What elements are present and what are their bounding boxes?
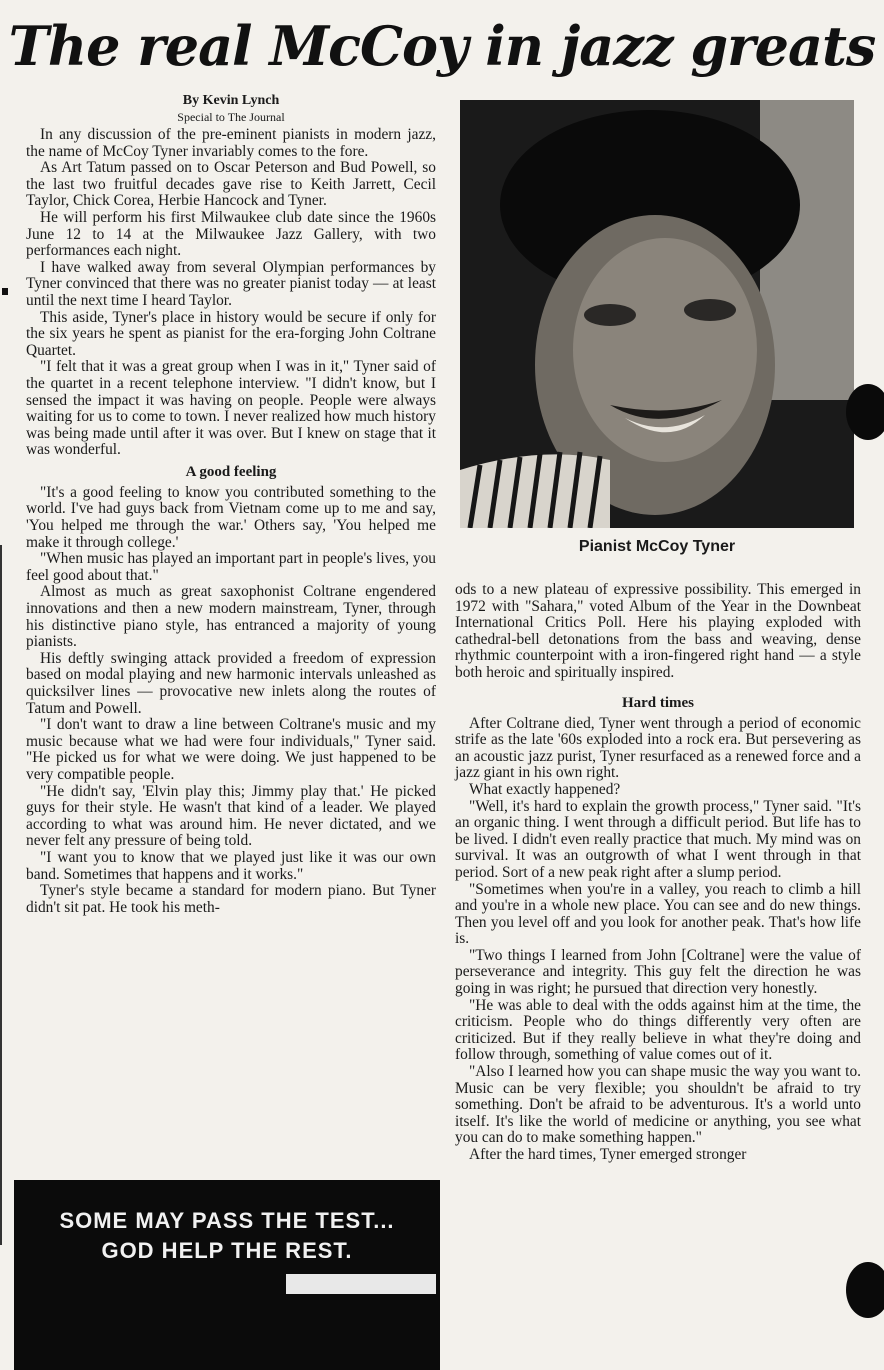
ad-line-1: SOME MAY PASS THE TEST... [59,1208,395,1233]
article-column-right [455,582,861,1164]
advertisement [14,1180,440,1370]
paragraph: "Sometimes when you're in a valley, you reach to climb a hill and you're in a whole new place. You can see and do new things. Then you level off and you look for another peak. That's how life is. [455,880,861,948]
byline-credit: Special to The Journal [177,110,285,124]
paragraph: Tyner's style became a standard for modern piano. But Tyner didn't sit pat. He took his meth- [26,882,436,916]
paragraph: "I want you to know that we played just like it was our own band. Sometimes that happens and it works." [26,848,436,883]
subhead-hard-times: Hard times [621,694,695,711]
paragraph: "He was able to deal with the odds against him at the time, the criticism. People who do things differently very often are criticized. But if they really believe in what they're doing and follow through, something of value comes out of it. [455,996,861,1064]
punch-hole [846,1262,884,1318]
subhead-good-feeling: A good feeling [185,463,277,480]
portrait-photo [460,100,854,528]
paragraph: In any discussion of the pre-eminent pianists in modern jazz, the name of McCoy Tyner invariably comes to the fore. [26,126,436,160]
paragraph: He will perform his first Milwaukee club date since the 1960s June 12 to 14 at the Milwaukee Jazz Gallery, with two performances each night. [26,208,436,260]
paragraph: "He didn't say, 'Elvin play this; Jimmy play that.' He picked guys for their style. He wasn't that kind of a leader. We played according to what was around him. He never dictated, and we never felt any pressure of being told. [26,782,436,850]
paragraph: "I felt that it was a great group when I was in it," Tyner said of the quartet in a recent telephone interview. "I didn't know, but I sensed the impact it was having on people. People were always waiting for us to come to town. I never realized how much history was being made until after it was over. But I knew on stage that it was wonderful. [26,358,436,459]
column-rule [0,545,2,1245]
paragraph: "Well, it's hard to explain the growth process," Tyner said. "It's an organic thing. I went through a difficult period. But life has to be lived. I didn't even really practice that much. My mind was on survival. It was an outgrowth of what I went through in that period. Sort of a new peak right after a slump period. [455,797,861,881]
photo-caption: Pianist McCoy Tyner [578,538,736,555]
paragraph: "Two things I learned from John [Coltrane] were the value of perseverance and integrity. This guy felt the direction he was going in was right; he pursued that direction very honestly. [455,946,861,998]
byline: By Kevin Lynch [182,93,280,108]
ad-inset-box [286,1274,436,1294]
paragraph: After the hard times, Tyner emerged stronger [469,1146,747,1163]
paragraph: "When music has played an important part in people's lives, you feel good about that." [26,550,436,584]
punch-hole [846,384,884,440]
portrait-illustration [460,100,854,528]
paragraph: ods to a new plateau of expressive possibility. This emerged in 1972 with "Sahara," voted Album of the Year in the Downbeat International Critics Poll. Here his playing exploded with cathedral-bell detonations from the bass and weaving, dense rhythmic counterpoint with a iron-fingered right hand — a style both heroic and spiritually inspired. [455,581,861,681]
paragraph: After Coltrane died, Tyner went through a period of economic strife as the late '60s exploded into a rock era. But persevering as an acoustic jazz purist, Tyner resurfaced as a renewed force and a jazz giant in his own right. [455,714,861,782]
article-column-left [26,92,436,916]
paragraph: I have walked away from several Olympian performances by Tyner convinced that there was no greater pianist today — at least until the next time I heard Taylor. [26,258,436,309]
paragraph: "Also I learned how you can shape music the way you want to. Music can be very flexible; you shouldn't be afraid to try something. Don't be afraid to be adventurous. It's a world unto itself. It's like the world of medicine or anything, you see what you can do to make something happen." [455,1063,861,1147]
paragraph: This aside, Tyner's place in history would be secure if only for the six years he spent as pianist for the era-forging John Coltrane Quartet. [26,308,436,359]
paragraph: "It's a good feeling to know you contributed something to the world. I've had guys back from Vietnam come up to me and say, 'You helped me through the war.' Others say, 'You helped me make it through college.' [26,483,436,551]
paragraph: As Art Tatum passed on to Oscar Peterson and Bud Powell, so the last two fruitful decades gave rise to Keith Jarrett, Cecil Taylor, Chick Corea, Herbie Hancock and Tyner. [26,159,436,210]
paragraph: "I don't want to draw a line between Coltrane's music and my music because what we had were four individuals," Tyner said. "He picked us for what we were doing. We just happened to be very compatible people. [26,716,436,783]
paragraph: His deftly swinging attack provided a freedom of expression based on modal playing and new harmonic intervals unleashed as quicksilver lines — provocative new inlets along the routes of Tatum and Powell. [26,649,436,717]
paragraph: Almost as much as great saxophonist Coltrane engendered innovations and then a new modern mainstream, Tyner, through his distinctive piano style, has entranced a majority of young pianists. [26,583,436,651]
headline: The real McCoy in jazz greats [8,14,876,78]
ad-line-2: GOD HELP THE REST. [101,1238,353,1263]
margin-marker [2,288,8,295]
paragraph: What exactly happened? [469,780,621,798]
